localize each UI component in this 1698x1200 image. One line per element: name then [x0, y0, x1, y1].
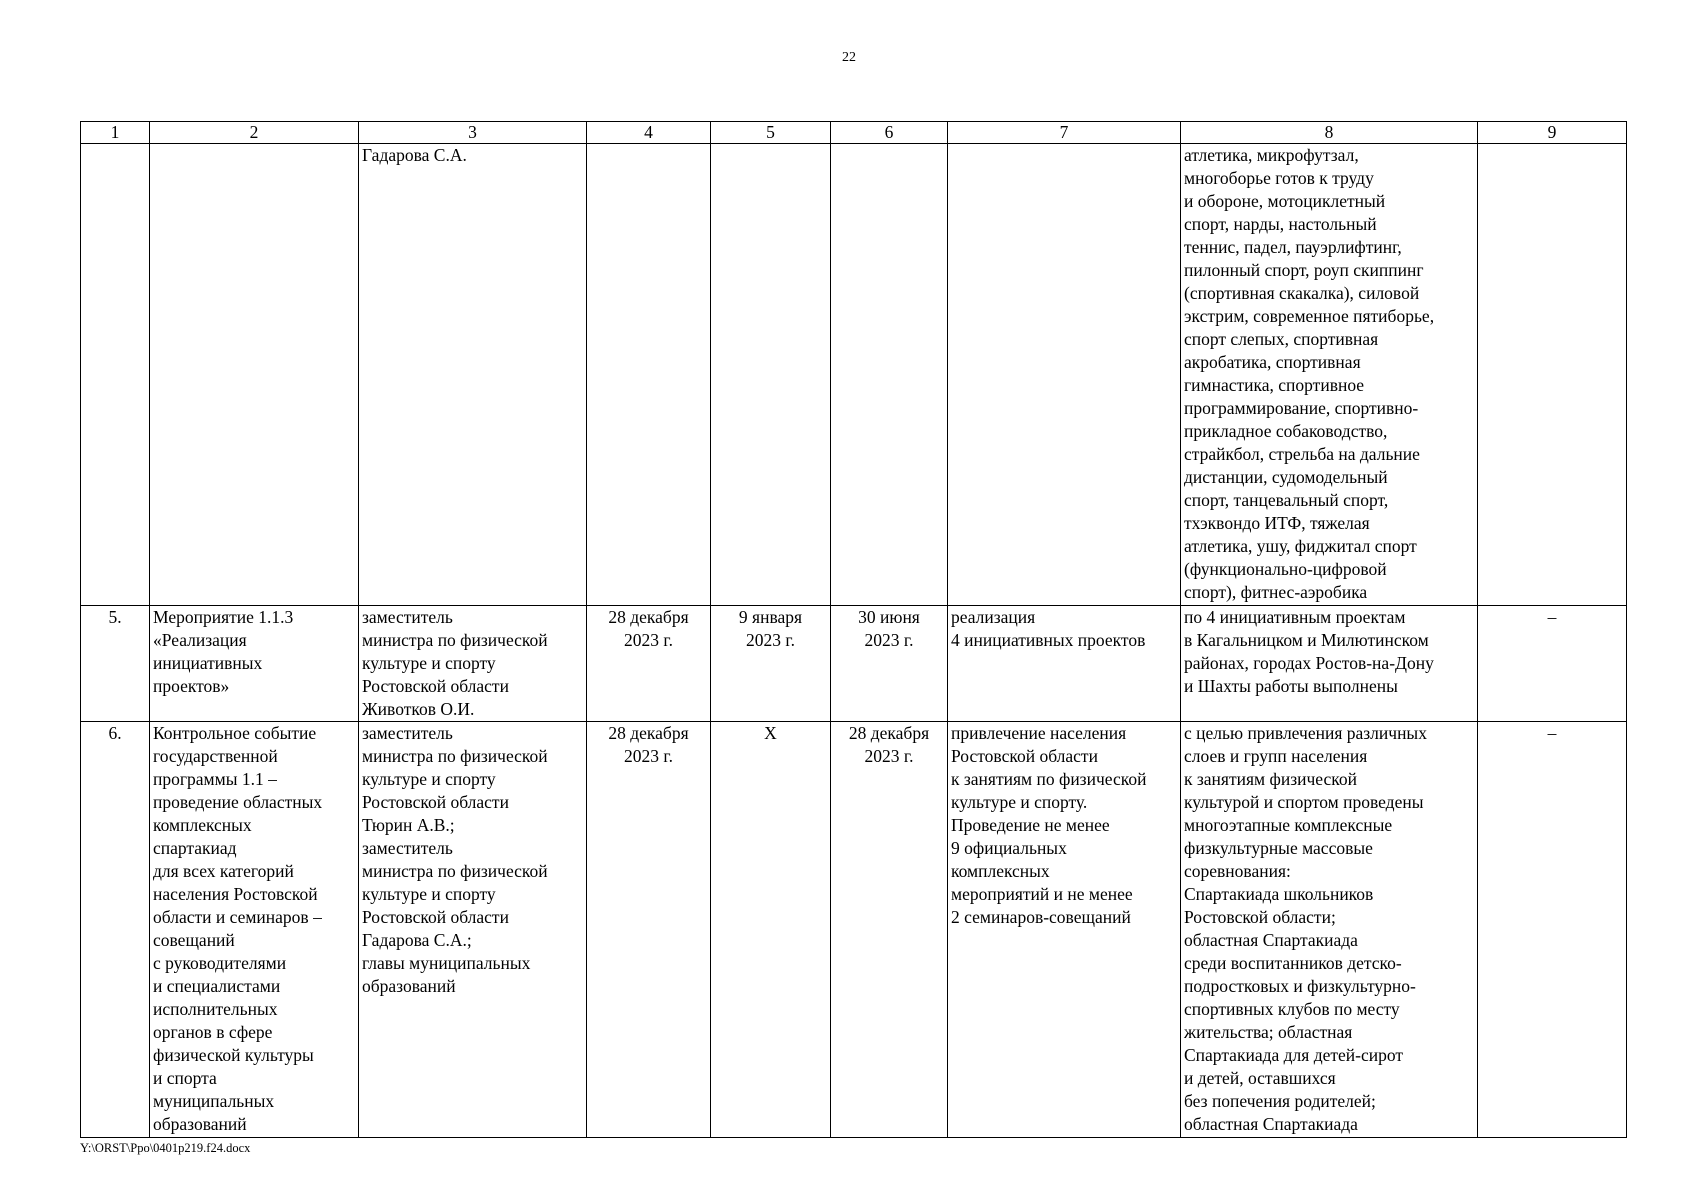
- cell-line: 2 семинаров-совещаний: [951, 907, 1131, 927]
- cell-line: спортивных клубов по месту: [1184, 999, 1400, 1019]
- cell-line: среди воспитанников детско-: [1184, 953, 1402, 973]
- cell-line: проведение областных: [153, 792, 323, 812]
- responsible-cell: [359, 144, 587, 606]
- cell-line: области и семинаров –: [153, 907, 322, 927]
- cell-line: атлетика, микрофутзал,: [1184, 145, 1359, 165]
- cell-line: «Реализация: [153, 630, 247, 650]
- responsible-cell: [359, 722, 587, 1138]
- cell-line: 28 декабря: [608, 723, 689, 743]
- column-header: 2: [150, 122, 359, 144]
- cell-line: 30 июня: [858, 607, 920, 627]
- cell-line: совещаний: [153, 930, 235, 950]
- cell-line: министра по физической: [362, 746, 548, 766]
- cell-line: и обороне, мотоциклетный: [1184, 191, 1386, 211]
- cell-line: муниципальных: [153, 1091, 275, 1111]
- cell-line: и детей, оставшихся: [1184, 1068, 1336, 1088]
- cell-line: 28 декабря: [608, 607, 689, 627]
- cell-line: органов в сфере: [153, 1022, 273, 1042]
- cell-line: спорт), фитнес-аэробика: [1184, 582, 1368, 602]
- notes-cell: –: [1478, 722, 1627, 1138]
- cell-line: атлетика, ушу, фиджитал спорт: [1184, 536, 1417, 556]
- cell-line: в Кагальницком и Милютинском: [1184, 630, 1429, 650]
- column-header: 5: [711, 122, 831, 144]
- cell-line: с руководителями: [153, 953, 287, 973]
- measures-table: [80, 121, 1627, 1138]
- actual-end-cell: [831, 144, 948, 606]
- file-path-footer: Y:\ORST\Ppo\0401p219.f24.docx: [80, 1141, 251, 1155]
- measure-name-cell: [150, 144, 359, 606]
- planned-result-cell: [948, 144, 1181, 606]
- cell-line: Мероприятие 1.1.3: [153, 607, 294, 627]
- cell-line: Спартакиада для детей-сирот: [1184, 1045, 1404, 1065]
- cell-line: Х: [764, 723, 777, 743]
- cell-line: к занятиям по физической: [951, 769, 1147, 789]
- cell-line: районах, городах Ростов-на-Дону: [1184, 653, 1434, 673]
- cell-line: государственной: [153, 746, 278, 766]
- table-row: [81, 722, 1627, 1138]
- cell-line: 4 инициативных проектов: [951, 630, 1146, 650]
- cell-line: Ростовской области: [362, 676, 509, 696]
- cell-line: комплексных: [153, 815, 252, 835]
- actual-result-cell: [1181, 606, 1478, 722]
- cell-line: привлечение населения: [951, 723, 1127, 743]
- cell-line: дистанции, судомодельный: [1184, 467, 1388, 487]
- cell-line: заместитель: [362, 838, 453, 858]
- cell-line: многоборье готов к труду: [1184, 168, 1374, 188]
- cell-line: культуре и спорту: [362, 884, 496, 904]
- cell-line: проектов»: [153, 676, 230, 696]
- cell-line: министра по физической: [362, 630, 548, 650]
- measure-name-cell: [150, 606, 359, 722]
- column-header: 8: [1181, 122, 1478, 144]
- cell-line: без попечения родителей;: [1184, 1091, 1376, 1111]
- cell-line: страйкбол, стрельба на дальние: [1184, 444, 1420, 464]
- column-header: 6: [831, 122, 948, 144]
- cell-line: физкультурные массовые: [1184, 838, 1373, 858]
- actual-end-cell: [831, 722, 948, 1138]
- cell-line: заместитель: [362, 607, 453, 627]
- actual-result-cell: [1181, 722, 1478, 1138]
- planned-date-cell: [587, 606, 711, 722]
- cell-line: Тюрин А.В.;: [362, 815, 455, 835]
- cell-line: и спорта: [153, 1068, 217, 1088]
- cell-line: жительства; областная: [1184, 1022, 1353, 1042]
- actual-end-cell: [831, 606, 948, 722]
- column-header: 1: [81, 122, 150, 144]
- cell-line: 2023 г.: [624, 746, 673, 766]
- row-number-cell: 5.: [81, 606, 150, 722]
- cell-line: Ростовской области: [362, 907, 509, 927]
- cell-line: образований: [153, 1114, 247, 1134]
- cell-line: образований: [362, 976, 456, 996]
- cell-line: программы 1.1 –: [153, 769, 277, 789]
- cell-line: 28 декабря: [848, 723, 930, 743]
- cell-line: спорт, танцевальный спорт,: [1184, 490, 1389, 510]
- responsible-cell: [359, 606, 587, 722]
- cell-line: культуре и спорту: [362, 769, 496, 789]
- cell-line: спорт, нарды, настольный: [1184, 214, 1377, 234]
- cell-line: (спортивная скакалка), силовой: [1184, 283, 1420, 303]
- cell-line: спартакиад: [153, 838, 237, 858]
- column-header: 7: [948, 122, 1181, 144]
- cell-line: заместитель: [362, 723, 453, 743]
- cell-line: 2023 г.: [746, 630, 795, 650]
- cell-line: главы муниципальных: [362, 953, 531, 973]
- cell-line: комплексных: [951, 861, 1050, 881]
- cell-line: 9 официальных: [951, 838, 1067, 858]
- cell-line: населения Ростовской: [153, 884, 318, 904]
- cell-line: Ростовской области: [951, 746, 1098, 766]
- cell-line: Контрольное событие: [153, 723, 317, 743]
- cell-line: областная Спартакиада: [1184, 1114, 1358, 1134]
- cell-line: с целью привлечения различных: [1184, 723, 1427, 743]
- cell-line: теннис, падел, пауэрлифтинг,: [1184, 237, 1402, 257]
- cell-line: подростковых и физкультурно-: [1184, 976, 1416, 996]
- cell-line: программирование, спортивно-: [1184, 398, 1419, 418]
- cell-line: 2023 г.: [864, 746, 914, 766]
- cell-line: слоев и групп населения: [1184, 746, 1368, 766]
- column-header: 4: [587, 122, 711, 144]
- planned-date-cell: [587, 722, 711, 1138]
- cell-line: (функционально-цифровой: [1184, 559, 1387, 579]
- cell-line: пилонный спорт, роуп скиппинг: [1184, 260, 1424, 280]
- table-header-row: [81, 122, 1627, 144]
- cell-line: Проведение не менее: [951, 815, 1110, 835]
- table-row: [81, 606, 1627, 722]
- column-header: 3: [359, 122, 587, 144]
- cell-line: Гадарова С.А.: [362, 145, 467, 165]
- cell-line: областная Спартакиада: [1184, 930, 1358, 950]
- cell-line: тхэквондо ИТФ, тяжелая: [1184, 513, 1370, 533]
- table-row: [81, 144, 1627, 606]
- cell-line: инициативных: [153, 653, 263, 673]
- cell-line: министра по физической: [362, 861, 548, 881]
- planned-date-cell: [587, 144, 711, 606]
- actual-start-cell: [711, 606, 831, 722]
- cell-line: мероприятий и не менее: [951, 884, 1133, 904]
- cell-line: исполнительных: [153, 999, 278, 1019]
- cell-line: многоэтапные комплексные: [1184, 815, 1393, 835]
- cell-line: по 4 инициативным проектам: [1184, 607, 1406, 627]
- cell-line: соревнования:: [1184, 861, 1291, 881]
- notes-cell: –: [1478, 606, 1627, 722]
- planned-result-cell: [948, 606, 1181, 722]
- cell-line: спорт слепых, спортивная: [1184, 329, 1379, 349]
- actual-start-cell: [711, 722, 831, 1138]
- cell-line: культуре и спорту.: [951, 792, 1088, 812]
- actual-result-cell: [1181, 144, 1478, 606]
- cell-line: культуре и спорту: [362, 653, 496, 673]
- cell-line: Ростовской области: [362, 792, 509, 812]
- cell-line: к занятиям физической: [1184, 769, 1357, 789]
- page-number: 22: [842, 50, 856, 65]
- cell-line: 2023 г.: [624, 630, 673, 650]
- cell-line: и специалистами: [153, 976, 281, 996]
- row-number-cell: [81, 144, 150, 606]
- cell-line: Ростовской области;: [1184, 907, 1336, 927]
- planned-result-cell: [948, 722, 1181, 1138]
- notes-cell: [1478, 144, 1627, 606]
- cell-line: Спартакиада школьников: [1184, 884, 1374, 904]
- cell-line: физической культуры: [153, 1045, 314, 1065]
- measure-name-cell: [150, 722, 359, 1138]
- cell-line: реализация: [951, 607, 1036, 627]
- cell-line: для всех категорий: [153, 861, 294, 881]
- cell-line: гимнастика, спортивное: [1184, 375, 1365, 395]
- cell-line: Гадарова С.А.;: [362, 930, 472, 950]
- cell-line: 9 января: [738, 607, 803, 627]
- cell-line: и Шахты работы выполнены: [1184, 676, 1398, 696]
- cell-line: культурой и спортом проведены: [1184, 792, 1424, 812]
- cell-line: экстрим, современное пятиборье,: [1184, 306, 1435, 326]
- cell-line: Животков О.И.: [362, 699, 475, 719]
- column-header: 9: [1478, 122, 1627, 144]
- cell-line: прикладное собаководство,: [1184, 421, 1388, 441]
- actual-start-cell: [711, 144, 831, 606]
- cell-line: акробатика, спортивная: [1184, 352, 1361, 372]
- cell-line: 2023 г.: [864, 630, 914, 650]
- row-number-cell: 6.: [81, 722, 150, 1138]
